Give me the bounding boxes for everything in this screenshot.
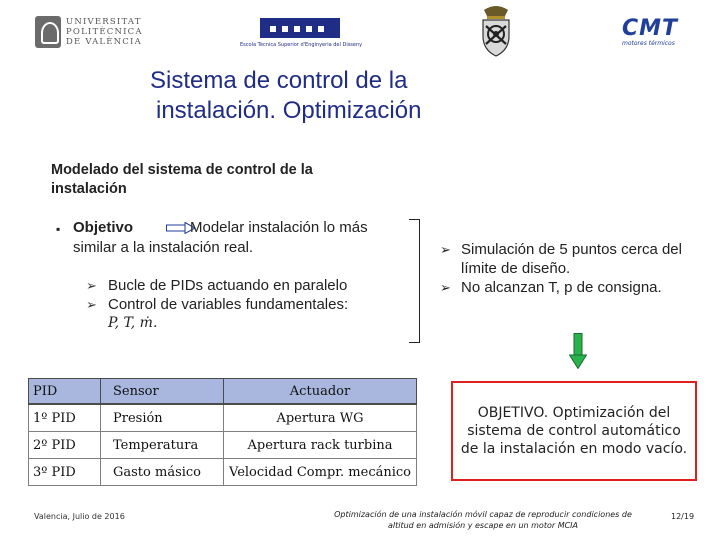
chevron-right-icon: ➢	[86, 278, 97, 293]
objective-box-text: Optimización del sistema de control automático de la instalación en modo vacío.	[460, 405, 688, 457]
upv-logo-text	[66, 17, 143, 47]
etsid-mark-icon	[260, 18, 340, 38]
result-bullet-list	[440, 240, 710, 297]
upv-logo-line: DE VALÈNCIA	[66, 37, 142, 47]
table-cell: 3º PID	[29, 459, 101, 486]
result-bullet-item	[440, 240, 710, 278]
etsid-logo	[240, 18, 364, 50]
table-cell: Temperatura	[101, 432, 224, 459]
table-cell: Velocidad Compr. mecánico	[224, 459, 417, 486]
table-header-cell: Actuador	[224, 379, 417, 405]
table-header-row	[29, 379, 417, 405]
chevron-right-icon: ➢	[440, 242, 451, 257]
result-bullet-text: No alcanzan T, p de consigna.	[461, 279, 662, 296]
chevron-right-icon: ➢	[440, 280, 451, 295]
sub-bullet-item	[86, 295, 416, 314]
objective-text-2: similar a la instalación real.	[73, 239, 254, 256]
table-cell: Presión	[101, 404, 224, 432]
slide-title-line2: instalación. Optimización	[156, 97, 422, 124]
table-cell: 2º PID	[29, 432, 101, 459]
table-cell: Apertura WG	[224, 404, 417, 432]
pid-table	[28, 378, 417, 486]
upv-logo-line: UNIVERSITAT	[66, 17, 142, 27]
slide-title	[150, 66, 570, 126]
table-header-cell: PID	[29, 379, 101, 405]
result-bullet-text: Simulación de 5 puntos cerca del límite de diseño.	[461, 241, 682, 277]
down-arrow-icon	[569, 333, 587, 369]
footer-title-line2: altitud en admisión y escape en un motor MCIA	[387, 521, 579, 530]
sub-bullet-text: Control de variables fundamentales:	[108, 296, 349, 313]
etsid-logo-text: Escola Tècnica Superior d'Enginyeria del Disseny	[240, 42, 363, 48]
cmt-logo-sub: motores térmicos	[622, 40, 675, 47]
cmt-logo-mark: CMT	[622, 16, 679, 41]
upv-logo-line: POLITÈCNICA	[66, 27, 143, 37]
control-variables: P, T, ṁ.	[108, 315, 158, 331]
footer-date: Valencia, Julio de 2016	[34, 512, 125, 521]
footer-title-line1: Optimización de una instalación móvil capaz de reproducir condiciones de	[334, 510, 632, 519]
objective-box-content	[459, 404, 689, 458]
section-heading-line2: instalación	[51, 181, 127, 197]
footer-title	[310, 509, 656, 531]
engineering-crest-icon	[471, 2, 521, 58]
page-number: 12/19	[671, 512, 695, 521]
sub-bullet-list	[86, 276, 416, 314]
table-row	[29, 459, 417, 486]
table-header-cell: Sensor	[101, 379, 224, 405]
square-bullet-icon: ▪	[56, 222, 61, 236]
section-heading-line1: Modelado del sistema de control de la	[51, 162, 313, 178]
grouping-bracket	[409, 219, 420, 343]
table-cell: 1º PID	[29, 404, 101, 432]
result-bullet-item	[440, 278, 710, 297]
sub-bullet-text: Bucle de PIDs actuando en paralelo	[108, 277, 348, 294]
sub-bullet-item	[86, 276, 416, 295]
objective-box-label: OBJETIVO.	[477, 405, 549, 421]
table-row	[29, 432, 417, 459]
table-row	[29, 404, 417, 432]
upv-seal-icon	[35, 16, 61, 48]
objective-label: Objetivo	[73, 219, 134, 236]
section-heading	[51, 161, 411, 199]
objective-text-1: Modelar instalación lo más	[190, 219, 368, 236]
objective-box	[451, 381, 697, 481]
upv-logo	[35, 14, 155, 50]
table-cell: Apertura rack turbina	[224, 432, 417, 459]
chevron-right-icon: ➢	[86, 297, 97, 312]
cmt-logo	[622, 18, 692, 52]
slide-title-line1: Sistema de control de la	[150, 67, 408, 94]
table-cell: Gasto másico	[101, 459, 224, 486]
